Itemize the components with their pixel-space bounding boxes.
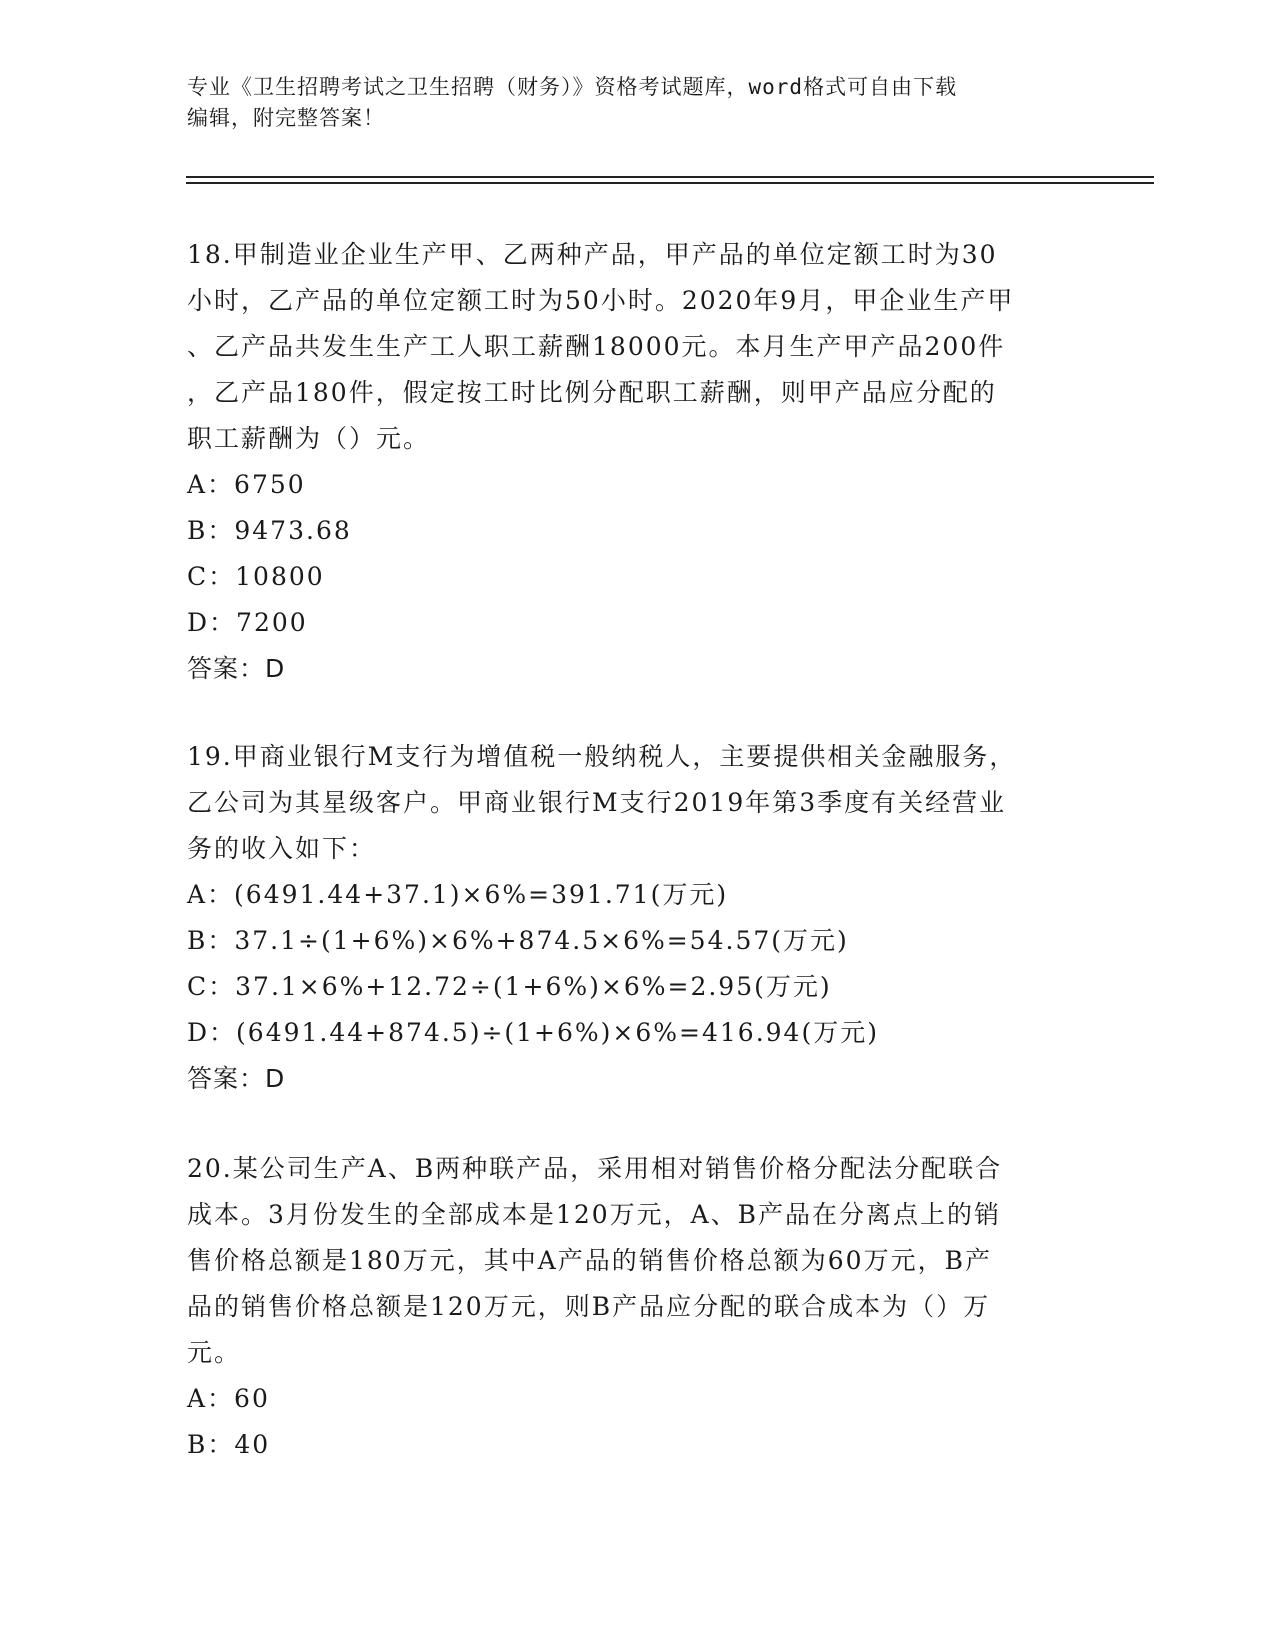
question-18 bbox=[187, 232, 1087, 692]
option-a: A：60 bbox=[187, 1384, 270, 1413]
question-text-line: 小时，乙产品的单位定额工时为50小时。2020年9月，甲企业生产甲 bbox=[187, 286, 1015, 315]
question-text-line: 成本。3月份发生的全部成本是120万元，A、B产品在分离点上的销 bbox=[187, 1200, 1002, 1229]
answer-label: 答案：D bbox=[187, 1064, 286, 1093]
question-text-line: 20.某公司生产A、B两种联产品，采用相对销售价格分配法分配联合 bbox=[187, 1154, 1003, 1183]
document-header bbox=[187, 72, 1087, 134]
header-divider-top bbox=[186, 176, 1154, 178]
option-c: C：37.1×6%+12.72÷(1+6%)×6%=2.95(万元) bbox=[187, 972, 832, 1001]
option-d: D：7200 bbox=[187, 608, 308, 637]
question-20 bbox=[187, 1146, 1087, 1468]
question-text-line: 元。 bbox=[187, 1338, 242, 1367]
question-text-line: 务的收入如下： bbox=[187, 834, 377, 863]
answer-label: 答案：D bbox=[187, 654, 286, 683]
option-a: A：6750 bbox=[187, 470, 306, 499]
question-text-line: 、乙产品共发生生产工人职工薪酬18000元。本月生产甲产品200件 bbox=[187, 332, 1006, 361]
header-divider-bottom bbox=[186, 182, 1154, 184]
option-b: B：40 bbox=[187, 1430, 271, 1459]
option-d: D：(6491.44+874.5)÷(1+6%)×6%=416.94(万元) bbox=[187, 1018, 879, 1047]
question-text-line: 18.甲制造业企业生产甲、乙两种产品，甲产品的单位定额工时为30 bbox=[187, 240, 998, 269]
question-text-line: 品的销售价格总额是120万元，则B产品应分配的联合成本为（）万 bbox=[187, 1292, 991, 1321]
question-text-line: ，乙产品180件，假定按工时比例分配职工薪酬，则甲产品应分配的 bbox=[187, 378, 997, 407]
option-b: B：9473.68 bbox=[187, 516, 352, 545]
option-c: C：10800 bbox=[187, 562, 325, 591]
option-b: B：37.1÷(1+6%)×6%+874.5×6%=54.57(万元) bbox=[187, 926, 849, 955]
question-text-line: 19.甲商业银行M支行为增值税一般纳税人，主要提供相关金融服务， bbox=[187, 742, 1017, 771]
question-text-line: 售价格总额是180万元，其中A产品的销售价格总额为60万元，B产 bbox=[187, 1246, 992, 1275]
question-text-line: 职工薪酬为（）元。 bbox=[187, 424, 431, 453]
question-19 bbox=[187, 734, 1087, 1102]
option-a: A：(6491.44+37.1)×6%=391.71(万元) bbox=[187, 880, 729, 909]
header-line-1: 专业《卫生招聘考试之卫生招聘（财务）》资格考试题库，word格式可自由下载 bbox=[187, 75, 958, 99]
header-line-2: 编辑，附完整答案！ bbox=[187, 106, 385, 130]
question-text-line: 乙公司为其星级客户。甲商业银行M支行2019年第3季度有关经营业 bbox=[187, 788, 1007, 817]
